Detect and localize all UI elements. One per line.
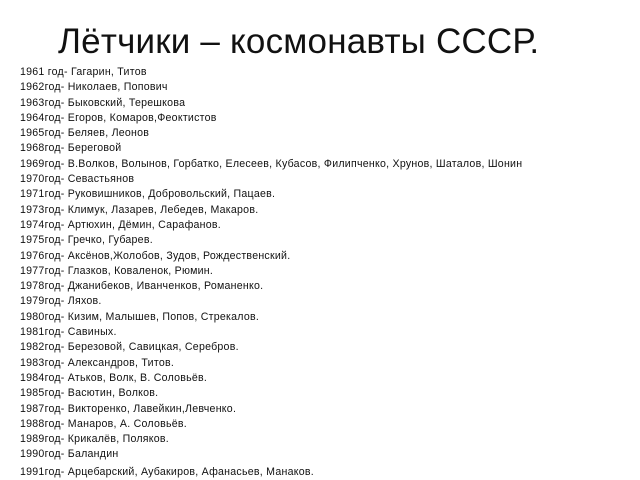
list-item: 1968год- Береговой [20, 142, 122, 155]
list-item: 1989год- Крикалёв, Поляков. [20, 433, 169, 446]
list-item: 1973год- Климук, Лазарев, Лебедев, Макаров. [20, 203, 259, 216]
list-item: 1982год- Березовой, Савицкая, Серебров. [20, 341, 239, 354]
list-item: 1983год- Александров, Титов. [20, 356, 175, 369]
list-item: 1990год- Баландин [20, 448, 119, 461]
list-item: 1988год- Манаров, А. Соловьёв. [20, 417, 187, 430]
list-item: 1979год- Ляхов. [20, 295, 102, 308]
list-item: 1962год- Николаев, Попович [20, 81, 168, 94]
list-item: 1964год- Егоров, Комаров,Феоктистов [20, 111, 217, 124]
cosmonaut-list [20, 65, 522, 480]
list-item: 1978год- Джанибеков, Иванченков, Романенко. [20, 280, 264, 293]
list-item: 1977год- Глазков, Коваленок, Рюмин. [20, 264, 214, 277]
list-item: 1984год- Атьков, Волк, В. Соловьёв. [20, 371, 208, 384]
list-item: 1971год- Руковишников, Добровольский, Пацаев. [20, 188, 276, 201]
list-item: 1974год- Артюхин, Дёмин, Сарафанов. [20, 218, 221, 231]
list-item: 1987год- Викторенко, Лавейкин,Левченко. [20, 402, 237, 415]
list-item: 1969год- В.Волков, Волынов, Горбатко, Елесеев, Кубасов, Филипченко, Хрунов, Шаталов, Шонин [20, 157, 523, 170]
slide-title: Лётчики – космонавты СССР. [58, 22, 540, 61]
list-item: 1975год- Гречко, Губарев. [20, 234, 153, 247]
list-item: 1976год- Аксёнов,Жолобов, Зудов, Рождественский. [20, 249, 291, 262]
list-item: 1981год- Савиных. [20, 326, 117, 339]
list-item: 1970год- Севастьянов [20, 173, 135, 186]
list-item: 1965год- Беляев, Леонов [20, 127, 150, 140]
list-item: 1980год- Кизим, Малышев, Попов, Стрекалов. [20, 310, 260, 323]
list-item: 1985год- Васютин, Волков. [20, 387, 159, 400]
list-item: 1961 год- Гагарин, Титов [20, 66, 147, 78]
list-item: 1963год- Быковский, Терешкова [20, 96, 186, 109]
list-item: 1991год- Арцебарский, Аубакиров, Афанасьев, Манаков. [20, 465, 314, 478]
